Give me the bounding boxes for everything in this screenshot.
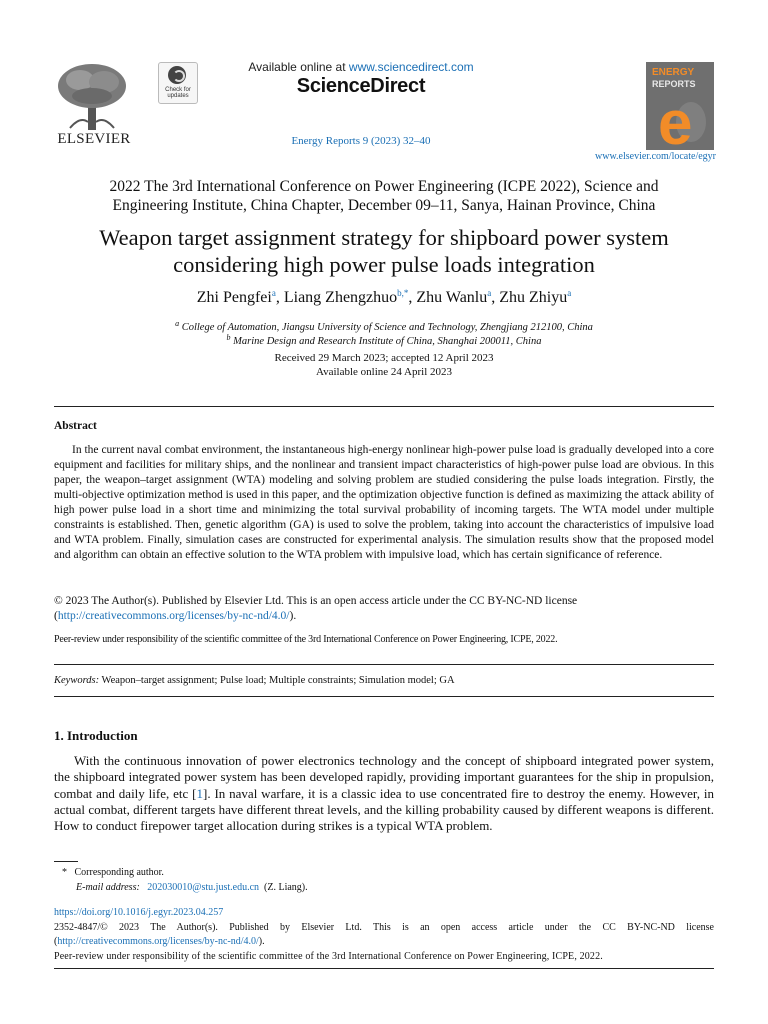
abstract-heading: Abstract	[54, 420, 97, 432]
sciencedirect-link[interactable]: www.sciencedirect.com	[348, 60, 474, 74]
journal-reference[interactable]: Energy Reports 9 (2023) 32–40	[291, 135, 431, 147]
peer-review-note: Peer-review under responsibility of the scientific committee of the 3rd International Conference on Power Engineering, ICPE, 2022.	[54, 634, 558, 645]
divider	[54, 664, 714, 665]
copyright-line: © 2023 The Author(s). Published by Elsevier Ltd. This is an open access article under the CC BY-NC-ND license	[54, 595, 578, 607]
available-online-date: Available online 24 April 2023	[315, 366, 453, 378]
divider	[54, 406, 714, 407]
author-list	[60, 288, 708, 307]
author-affiliation-mark[interactable]: a	[487, 288, 492, 298]
conference-info	[60, 177, 708, 215]
affiliation-a	[60, 319, 708, 333]
intro-text: With the continuous innovation of power electronics technology and the concept of shipboard integrated power system, the shipboard integrated power system has been developed rapidly, providing important guarantees for the ship in propulsion, combat and daily life, etc [	[54, 753, 714, 801]
affiliation-text: College of Automation, Jiangsu University of Science and Technology, Zhengjiang 212100, China	[181, 322, 593, 333]
affiliation-mark: b	[226, 333, 231, 342]
title-line-1: Weapon target assignment strategy for shipboard power system	[99, 225, 669, 250]
author-separator: ,	[408, 289, 417, 306]
email-note	[76, 882, 308, 893]
author-name: Zhu Zhiyu	[499, 289, 568, 306]
check-for-updates-label: Check for updates	[165, 87, 191, 99]
cover-title-reports: REPORTS	[652, 79, 696, 89]
footer-license-link[interactable]: http://creativecommons.org/licenses/by-nc-nd/4.0/	[57, 935, 259, 947]
cover-title-energy: ENERGY	[652, 67, 695, 78]
author-affiliation-mark[interactable]: b,*	[397, 288, 409, 298]
keywords-text: Weapon–target assignment; Pulse load; Multiple constraints; Simulation model; GA	[99, 675, 455, 686]
sciencedirect-brand: ScienceDirect	[296, 75, 426, 97]
keywords-label: Keywords:	[54, 675, 100, 686]
affiliation-text: Marine Design and Research Institute of China, Shanghai 200011, China	[233, 336, 542, 347]
footer-license-close: ).	[258, 935, 265, 947]
email-suffix: (Z. Liang).	[264, 882, 308, 893]
author-name: Zhu Wanlu	[416, 289, 488, 306]
author-separator: ,	[491, 289, 500, 306]
refresh-icon	[168, 66, 186, 84]
received-date: Received 29 March 2023; accepted 12 April 2023	[274, 352, 494, 364]
title-line-2: considering high power pulse loads integration	[173, 252, 595, 277]
elsevier-wordmark: ELSEVIER	[57, 131, 131, 147]
introduction-paragraph	[54, 753, 714, 834]
intro-text: ]. In naval warfare, it is a classic idea to use concentrated fire to destroy the enemy. However, in actual combat, different targets have different threat levels, and the killing probability caused by different weapons is different. How to conduct firepower target allocation during strikes is a typical WTA problem.	[54, 785, 714, 834]
footer-divider	[54, 968, 714, 969]
license-open-paren: (	[54, 610, 58, 622]
author-separator: ,	[275, 289, 284, 306]
author-affiliation-mark[interactable]: a	[271, 288, 276, 298]
corresponding-author-note	[62, 867, 164, 878]
abstract-text: In the current naval combat environment, the instantaneous high-energy nonlinear high-power pulse load is gradually developed into a core equipment and facilities for military ships, and the nonlinear and transient impact characteristics of high-power pulse load are obvious. In this paper, the weapon–target assignment (WTA) modeling and solving problem are studied considering the pulse loads integration. Firstly, the multi-objective optimization method is used in this paper, and the optimization objective function is defined as maximizing the attack ability of high power pulse load in a short time and minimizing the total survival probability of incoming targets. The WTA model under multiple constraints is established. Then, genetic algorithm (GA) is used to solve the problem, taking into account the characteristics of impulsive load and WTA problem. Finally, simulation cases are constructed for experimental analysis. The simulation results show that the proposed model and algorithm can obtain an effective solution to the WTA problem with impulsive load, which has certain significance of reference.	[54, 444, 714, 561]
doi-link[interactable]: https://doi.org/10.1016/j.egyr.2023.04.257	[54, 907, 224, 918]
license-link[interactable]: http://creativecommons.org/licenses/by-nc-nd/4.0/	[57, 610, 290, 622]
issn-text: 2352-4847/© 2023 The Author(s). Published by Elsevier Ltd. This is an open access article under the CC BY-NC-ND license (	[54, 922, 714, 947]
cover-letter-logo: e	[658, 89, 693, 150]
citation-link[interactable]: 1	[196, 785, 203, 801]
affiliation-b	[60, 333, 708, 347]
author-name: Zhi Pengfei	[196, 289, 272, 306]
email-link[interactable]: 202030010@stu.just.edu.cn	[147, 882, 260, 893]
conference-line-1: 2022 The 3rd International Conference on Power Engineering (ICPE 2022), Science and	[109, 178, 659, 195]
divider	[54, 696, 714, 697]
license-close-paren: ).	[289, 610, 297, 622]
footnote-star: *	[62, 867, 67, 878]
affiliation-mark: a	[175, 319, 180, 328]
paper-title	[50, 224, 718, 278]
author-affiliation-mark[interactable]: a	[567, 288, 572, 298]
available-online	[200, 60, 522, 74]
corresponding-label: Corresponding author.	[74, 867, 164, 878]
author-name: Liang Zhengzhuo	[283, 289, 398, 306]
email-label: E-mail address:	[76, 882, 140, 893]
footer-peer-review: Peer-review under responsibility of the scientific committee of the 3rd International Conference on Power Engineering, ICPE, 2022.	[54, 951, 603, 962]
conference-line-2: Engineering Institute, China Chapter, December 09–11, Sanya, Hainan Province, China	[112, 197, 656, 214]
available-online-label: Available online at	[248, 60, 349, 74]
section-heading-introduction: 1. Introduction	[54, 728, 138, 743]
journal-homepage-link[interactable]: www.elsevier.com/locate/egyr	[595, 151, 716, 162]
journal-cover-thumbnail[interactable]	[646, 62, 714, 150]
abstract-copyright	[54, 594, 714, 624]
footnote-divider	[54, 861, 78, 862]
issn-license-note	[54, 921, 714, 948]
keywords	[54, 675, 714, 686]
check-for-updates-badge[interactable]	[158, 62, 198, 104]
